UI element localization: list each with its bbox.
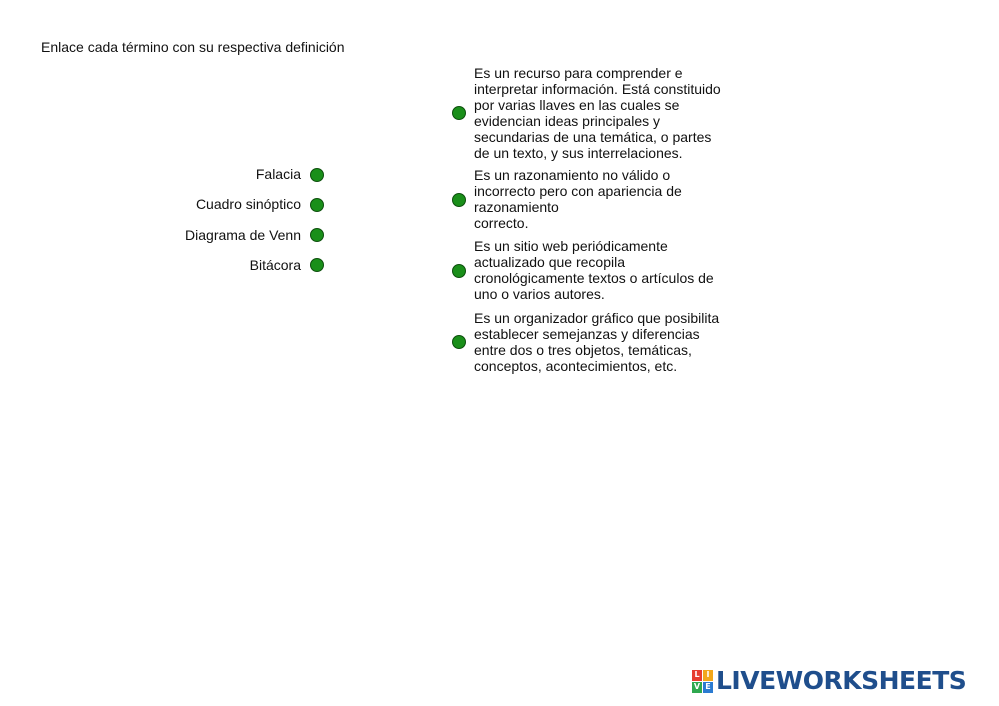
logo-mark-letter-i: I bbox=[703, 670, 713, 681]
definition-connector-dot-2[interactable] bbox=[452, 193, 466, 207]
term-connector-dot-cuadro-sinoptico[interactable] bbox=[310, 198, 324, 212]
term-label-cuadro-sinoptico: Cuadro sinóptico bbox=[195, 196, 301, 212]
definition-connector-dot-1[interactable] bbox=[452, 106, 466, 120]
term-label-diagrama-de-venn: Diagrama de Venn bbox=[185, 227, 301, 243]
definition-text-3: Es un sitio web periódicamente actualizado que recopila cronológicamente textos o artículos de uno o varios autores. bbox=[474, 238, 714, 302]
definition-text-2: Es un razonamiento no válido o incorrecto pero con apariencia de razonamiento correcto. bbox=[474, 167, 682, 231]
logo-mark-letter-e: E bbox=[703, 682, 713, 693]
term-label-bitacora: Bitácora bbox=[249, 257, 301, 273]
term-connector-dot-falacia[interactable] bbox=[310, 168, 324, 182]
definition-text-1: Es un recurso para comprender e interpretar información. Está constituido por varias llaves en las cuales se evidencian ideas principales y secundarias de una temática, o partes de un texto, y sus interrelaciones. bbox=[474, 65, 721, 161]
instruction-text: Enlace cada término con su respectiva definición bbox=[41, 39, 345, 55]
logo-mark bbox=[692, 670, 713, 693]
term-label-falacia: Falacia bbox=[255, 166, 301, 182]
term-connector-dot-diagrama-de-venn[interactable] bbox=[310, 228, 324, 242]
definition-connector-dot-4[interactable] bbox=[452, 335, 466, 349]
logo-wordmark: LIVEWORKSHEETS bbox=[716, 666, 967, 695]
logo-mark-letter-l: L bbox=[692, 670, 702, 681]
term-connector-dot-bitacora[interactable] bbox=[310, 258, 324, 272]
liveworksheets-logo bbox=[692, 667, 966, 695]
logo-mark-letter-v: V bbox=[693, 682, 701, 691]
definition-text-4: Es un organizador gráfico que posibilita establecer semejanzas y diferencias entre dos o tres objetos, temáticas, conceptos, acontecimientos, etc. bbox=[474, 310, 720, 374]
definition-connector-dot-3[interactable] bbox=[452, 264, 466, 278]
